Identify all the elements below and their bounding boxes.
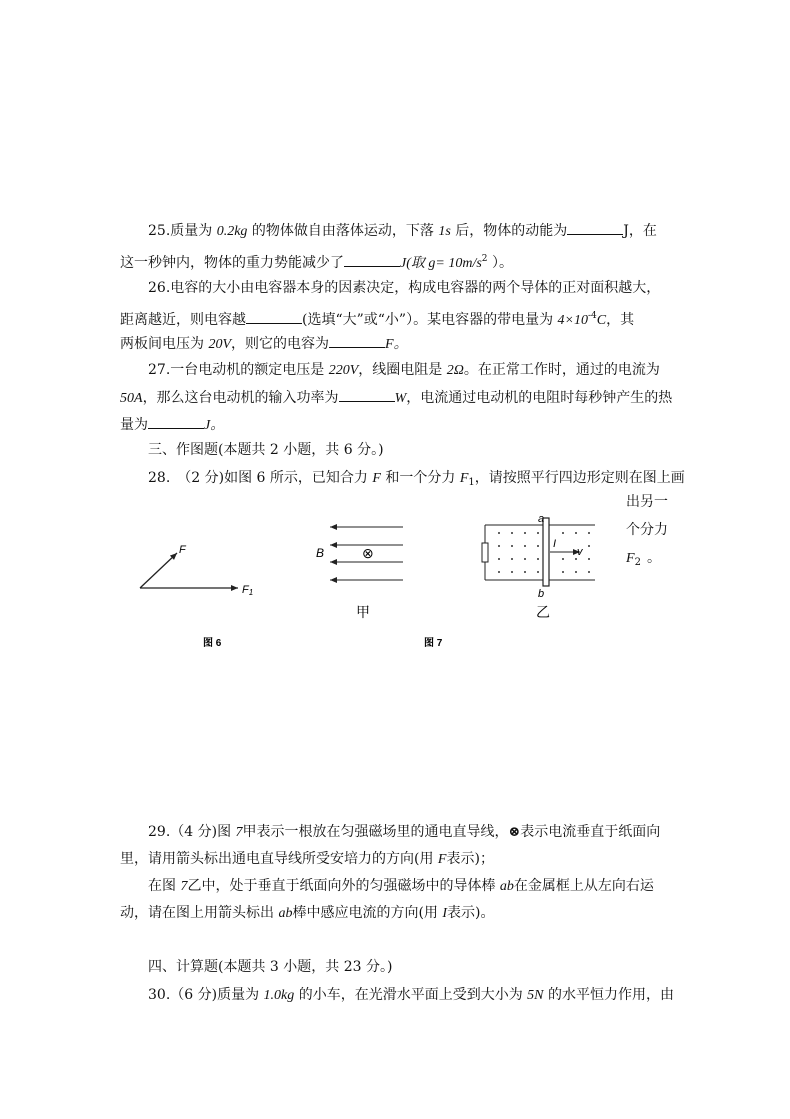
q29-text: 甲表示一根放在匀强磁场里的通电直导线， — [242, 824, 509, 840]
q29-fig-number: 7 — [235, 825, 243, 840]
q30-text: 的水平恒力作用，由 — [543, 987, 674, 1003]
section-3-heading — [148, 440, 384, 460]
q27-line1 — [148, 360, 660, 381]
q26-text: ，其 — [606, 312, 635, 328]
q25-blank-potential[interactable] — [344, 252, 400, 267]
q29-text: 在图 — [148, 878, 181, 894]
q26-blank-capacitance[interactable] — [329, 333, 385, 348]
q28-f2: F — [626, 551, 635, 566]
q29-fig-number: 7 — [180, 879, 188, 894]
conductor-rod-ab — [543, 518, 549, 586]
q28-side-text: 。 — [646, 550, 661, 566]
q27-text: ，那么这台电动机的输入功率为 — [142, 390, 339, 406]
fig7-label-a: a — [538, 513, 545, 525]
q28-text: 28. （2 分)如图 6 所示，已知合力 — [148, 470, 373, 486]
q26-sup: -4 — [588, 311, 597, 321]
fig6-caption: 图 6 — [203, 638, 222, 649]
q26-voltage: 20V — [208, 337, 232, 352]
q27-text: 27.一台电动机的额定电压是 — [148, 362, 329, 378]
current-into-page-icon: ⊗ — [362, 545, 374, 561]
q26-unit: C — [596, 313, 607, 328]
fig6-label-f: F — [179, 544, 186, 556]
q25-text: 后，物体的动能为 — [450, 223, 568, 239]
q28-sub: 2 — [634, 557, 641, 568]
q26-text: ，则它的电容为 — [231, 336, 330, 352]
fig7-caption: 图 7 — [424, 638, 443, 649]
q29-line2 — [120, 849, 494, 870]
q27-line3 — [120, 414, 224, 436]
q30-text: 的小车，在光滑水平面上受到大小为 — [294, 987, 528, 1003]
q25-text: 25.质量为 — [148, 223, 217, 239]
q28-text: ，请按照平行四边形定则在图上画 — [474, 470, 685, 486]
q29-text: 表示)。 — [447, 905, 495, 921]
q29-ab: ab — [499, 879, 514, 894]
q29-i: I — [442, 906, 448, 921]
q26-text: F。 — [385, 337, 408, 352]
q30-text: 30.（6 分)质量为 — [148, 987, 264, 1003]
figure-6 — [140, 544, 253, 649]
force-f-arrow — [140, 553, 177, 588]
section-4-heading — [148, 957, 392, 977]
q25-text: 这一秒钟内，物体的重力势能减少了 — [120, 255, 344, 271]
q28-f1: F — [459, 471, 469, 486]
q25-text: ）。 — [487, 255, 513, 271]
q29-f: F — [437, 852, 447, 867]
q26-charge: 4×10 — [557, 313, 588, 328]
q27-text: 量为 — [120, 417, 148, 433]
figure-7-yi — [482, 513, 595, 620]
q29-text: 在金属框上从左向右运 — [513, 878, 654, 894]
q28-sub: 1 — [468, 477, 475, 488]
resistor — [482, 543, 488, 562]
fig7-sub-jia: 甲 — [356, 604, 370, 620]
q27-blank-heat[interactable] — [148, 414, 204, 429]
fig7-sub-yi: 乙 — [536, 604, 550, 620]
q27-text: ，电流通过电动机的电阻时每秒钟产生的热 — [406, 390, 673, 406]
q27-current: 50A — [120, 391, 143, 406]
fig7-label-b: B — [316, 546, 325, 560]
q27-text: J。 — [204, 418, 225, 433]
q29-line3 — [148, 876, 654, 897]
q26-text: 26.电容的大小由电容器本身的因素决定，构成电容器的两个导体的正对面积越大， — [148, 280, 661, 296]
q29-text: 29.（4 分)图 — [148, 824, 236, 840]
q26-blank-size[interactable] — [246, 309, 302, 324]
q28-side-text: 个分力 — [626, 522, 668, 538]
section-4-text: 四、计算题(本题共 3 小题，共 23 分。) — [148, 959, 393, 975]
q26-line1 — [148, 278, 660, 298]
q25-text: J，在 — [623, 223, 657, 239]
q29-text: 乙中，处于垂直于纸面向外的匀强磁场中的导体棒 — [187, 878, 500, 894]
q30-force: 5N — [527, 988, 544, 1003]
q25-sup: 2 — [481, 254, 488, 264]
q30-mass: 1.0kg — [263, 988, 295, 1003]
q29-line4 — [120, 903, 495, 924]
fig6-label-f1: F1 — [242, 584, 254, 597]
q27-line2 — [120, 387, 672, 409]
q26-line2 — [120, 306, 634, 331]
q29-text: 里，请用箭头标出通电直导线所受安培力的方向(用 — [120, 851, 438, 867]
section-3-text: 三、作图题(本题共 2 小题，共 6 分。) — [148, 442, 384, 458]
q30-line1 — [148, 985, 674, 1006]
figure-7-jia — [316, 527, 443, 649]
q25-text: J(取 — [400, 256, 429, 271]
q25-line1 — [148, 220, 657, 242]
q26-text: 距离越近，则电容越 — [120, 312, 246, 328]
fig7-label-i: I — [553, 538, 557, 550]
q26-text: (选填“大”或“小”）。某电容器的带电量为 — [302, 312, 558, 328]
q26-text: 两板间电压为 — [120, 336, 209, 352]
fig7-label-b2: b — [538, 588, 545, 600]
q29-text: 表示电流垂直于纸面向 — [520, 824, 661, 840]
q28-f: F — [372, 471, 381, 486]
q27-text: 。在正常工作时，通过的电流为 — [463, 362, 660, 378]
q27-text: ，线圈电阻是 — [358, 362, 447, 378]
figures-6-7 — [0, 505, 790, 655]
fig7-label-v: v — [577, 546, 583, 558]
q26-line3 — [120, 333, 408, 355]
q25-text: 的物体做自由落体运动，下落 — [247, 223, 439, 239]
q27-resistance: 2Ω — [446, 363, 464, 378]
q27-voltage: 220V — [328, 363, 359, 378]
q28-line1 — [148, 468, 685, 493]
q25-blank-kinetic[interactable] — [567, 220, 623, 235]
q29-text: 动，请在图上用箭头标出 — [120, 905, 279, 921]
q29-ab: ab — [278, 906, 293, 921]
q27-blank-power[interactable] — [339, 387, 395, 402]
q25-mass: 0.2kg — [216, 224, 248, 239]
q29-line1 — [148, 822, 660, 843]
q28-side-text: 出另一 — [626, 494, 668, 510]
q25-line2 — [120, 249, 513, 274]
q29-text: 表示)； — [446, 851, 494, 867]
q27-unit: W — [394, 391, 407, 406]
current-into-page-icon: ⊗ — [508, 824, 521, 840]
q25-time: 1s — [438, 224, 451, 239]
q29-text: 棒中感应电流的方向(用 — [292, 905, 443, 921]
q25-g: g= 10m/s — [428, 256, 482, 271]
q28-text: 和一个分力 — [380, 470, 460, 486]
